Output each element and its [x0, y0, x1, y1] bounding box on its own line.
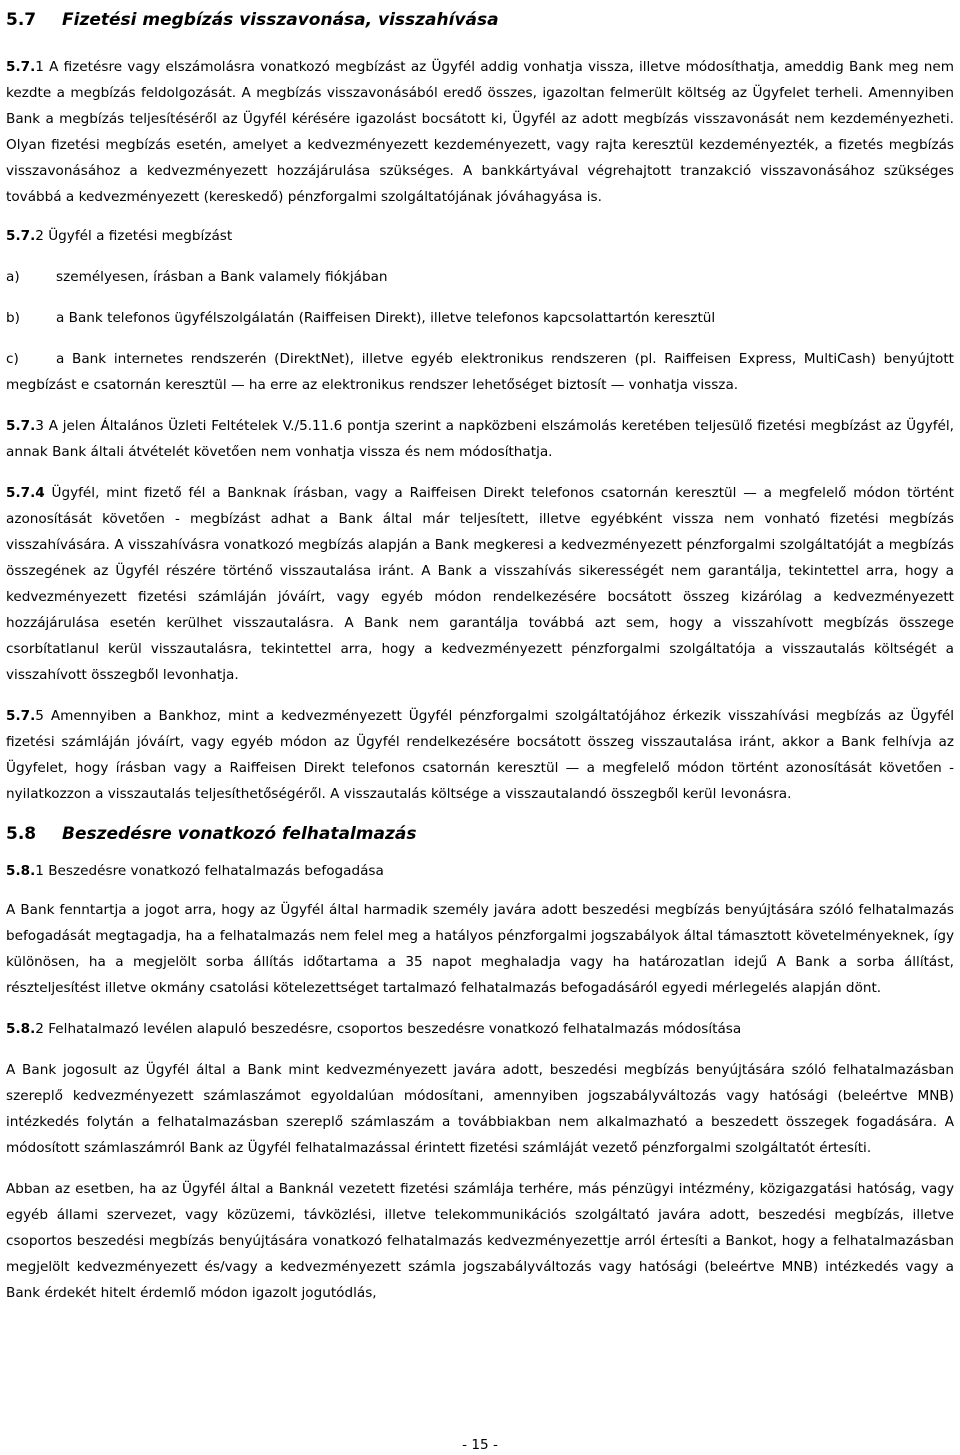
- paragraph-number: 5.7.2: [6, 228, 44, 244]
- paragraph-5-8-1: [6, 858, 954, 884]
- section-title: Beszedésre vonatkozó felhatalmazás: [62, 824, 417, 844]
- section-number: 5.7: [6, 10, 37, 30]
- paragraph-number: 5.7.3: [6, 418, 44, 434]
- paragraph-5-7-2: [6, 223, 954, 249]
- paragraph-5-8-2-body-2: Abban az esetben, ha az Ügyfél által a Banknál vezetett fizetési számlája terhére, más pénzügyi intézmény, közigazgatási hatóság, vagy egyéb állami szervezet, vagy közüzemi, távközlési, illetve telekommunikációs szolgáltató javára adott, beszedési megbízás, illetve csoportos beszedési megbízás benyújtására vonatkozó felhatalmazás kedvezményezettje arról értesíti a Bankot, hogy a felhatalmazásban megjelölt kedvezményezett és/vagy a kedvezményezett számla jogszabályváltozás vagy hatósági (beleértve MNB) intézkedés vagy a Bank érdekét hitelt érdemlő módon igazolt jogutódlás,: [6, 1181, 954, 1301]
- paragraph-text: Amennyiben a Bankhoz, mint a kedvezményezett Ügyfél pénzforgalmi szolgáltatójához érkezik visszahívási megbízás az Ügyfél fizetési számláján jóváírt, vagy egyéb módon az Ügyfél rendelkezésére bocsátott összeg visszautalása iránt, akkor a Bank felhívja az Ügyfelet, hogy írásban vagy a Raiffeisen Direkt telefonos csatornán keresztül — a megfelelő módon történt azonosítását követően - nyilatkozzon a visszautalás teljesíthetőségéről. A visszautalás költsége a visszautalandó összegből kerül levonásra.: [6, 708, 954, 802]
- page-number: - 15 -: [462, 1437, 498, 1453]
- paragraph-5-7-3: [6, 413, 954, 465]
- paragraph-number: 5.8.2: [6, 1021, 44, 1037]
- paragraph-text: A jelen Általános Üzleti Feltételek V./5.11.6 pontja szerint a napközbeni elszámolás keretében teljesülő fizetési megbízást az Ügyfél, annak Bank általi átvételét követően nem vonhatja vissza és nem módosíthatja.: [6, 418, 954, 460]
- paragraph-5-7-4: [6, 480, 954, 688]
- paragraph-text: Ügyfél, mint fizető fél a Banknak írásban, vagy a Raiffeisen Direkt telefonos csatornán keresztül — a megfelelő módon történt azonosítását követően - megbízást adhat a Bank által már teljesített, illetve egyébként vissza nem vonható fizetési megbízás visszahívására. A visszahívásra vonatkozó megbízás alapján a Bank megkeresi a kedvezményezett pénzforgalmi szolgáltatóját a megbízás összegének az Ügyfél részére történő visszautalása iránt. A Bank a visszahívás sikerességét nem garantálja, tekintettel arra, hogy a kedvezményezett fizetési számláján jóváírt, vagy egyéb módon rendelkezésére bocsátott összeg kizárólag a kedvezményezett hozzájárulása esetén kerülhet visszautalásra. A Bank nem garantálja továbbá azt sem, hogy a visszahívott megbízás összege csorbítatlanul kerül visszautalásra, tekintettel arra, hogy a kedvezményezett pénzforgalmi szolgáltatója a visszautalás költségét a visszahívott összegből levonhatja.: [6, 485, 954, 683]
- section-heading-5-7: [6, 8, 954, 32]
- paragraph-number: 5.7.5: [6, 708, 44, 724]
- section-title: Fizetési megbízás visszavonása, visszahívása: [62, 10, 499, 30]
- paragraph-5-8-2-body-1: A Bank jogosult az Ügyfél által a Bank mint kedvezményezett javára adott, beszedési megbízás benyújtására szóló felhatalmazásban szereplő kedvezményezett számlaszámot egyoldalúan módosítani, amennyiben jogszabályváltozás vagy hatósági (beleértve MNB) intézkedés folytán a felhatalmazásban szereplő számlaszám a továbbiakban nem alkalmazható a beszedett összegek fogadására. A módosított számlaszámról Bank az Ügyfél felhatalmazással érintett fizetési számláját vezető pénzforgalmi szolgáltatót értesíti.: [6, 1062, 954, 1156]
- list-marker: c): [6, 351, 19, 367]
- paragraph-number: 5.7.4: [6, 485, 45, 501]
- paragraph-5-8-2: [6, 1016, 954, 1042]
- list-text: a Bank telefonos ügyfélszolgálatán (Raiffeisen Direkt), illetve telefonos kapcsolattartón keresztül: [56, 310, 716, 326]
- list-text: a Bank internetes rendszerén (DirektNet), illetve egyéb elektronikus rendszeren (pl. Raiffeisen Express, MultiCash) benyújtott megbízást e csatornán keresztül — ha erre az elektronikus rendszer lehetőséget biztosít — vonhatja vissza.: [6, 351, 954, 393]
- paragraph-number: 5.8.1: [6, 863, 44, 879]
- list-item: [6, 305, 954, 331]
- list-item: [6, 264, 954, 290]
- paragraph-text: Beszedésre vonatkozó felhatalmazás befogadása: [43, 863, 384, 879]
- section-number: 5.8: [6, 824, 37, 844]
- paragraph-number: 5.7.1: [6, 59, 44, 75]
- list-marker: a): [6, 269, 20, 285]
- paragraph-text: Felhatalmazó levélen alapuló beszedésre, csoportos beszedésre vonatkozó felhatalmazás módosítása: [43, 1021, 742, 1037]
- paragraph-5-8-1-body: A Bank fenntartja a jogot arra, hogy az Ügyfél által harmadik személy javára adott beszedési megbízás benyújtására szóló felhatalmazás befogadását megtagadja, ha a felhatalmazás nem felel meg a hatályos pénzforgalmi jogszabályok által támasztott követelményeknek, így különösen, ha a megjelölt sorba állítás időtartama a 35 napot meghaladja vagy ha határozatlan idejű A Bank a sorba állítást, részteljesítést illetve okmány csatolási kötelezettséget tartalmazó felhatalmazás befogadásáról egyedi mérlegelés alapján dönt.: [6, 902, 954, 996]
- section-heading-5-8: [6, 822, 954, 846]
- paragraph-text: Ügyfél a fizetési megbízást: [43, 228, 233, 244]
- list-marker: b): [6, 310, 20, 326]
- list-item: [6, 346, 954, 398]
- list-text: személyesen, írásban a Bank valamely fiókjában: [56, 269, 388, 285]
- paragraph-text: A fizetésre vagy elszámolásra vonatkozó megbízást az Ügyfél addig vonhatja vissza, illetve módosíthatja, ameddig Bank meg nem kezdte a megbízás feldolgozását. A megbízás visszavonásából eredő összes, igazoltan felmerült költség az Ügyfelet terheli. Amennyiben Bank a megbízás teljesítéséről az Ügyfél kérésére igazolást bocsátott ki, Ügyfél az adott megbízás visszavonását nem kezdeményezheti. Olyan fizetési megbízás esetén, amelyet a kedvezményezett kezdeményezett, vagy rajta keresztül kezdeményezték, a fizetés megbízás visszavonásához a kedvezményezett hozzájárulása szükséges. A bankkártyával végrehajtott tranzakció visszavonásához szükséges továbbá a kedvezményezett (kereskedő) pénzforgalmi szolgáltatójának jóváhagyása is.: [6, 59, 954, 205]
- paragraph-5-7-5: [6, 703, 954, 807]
- document-page: [6, 8, 954, 1319]
- paragraph-5-7-1: [6, 54, 954, 210]
